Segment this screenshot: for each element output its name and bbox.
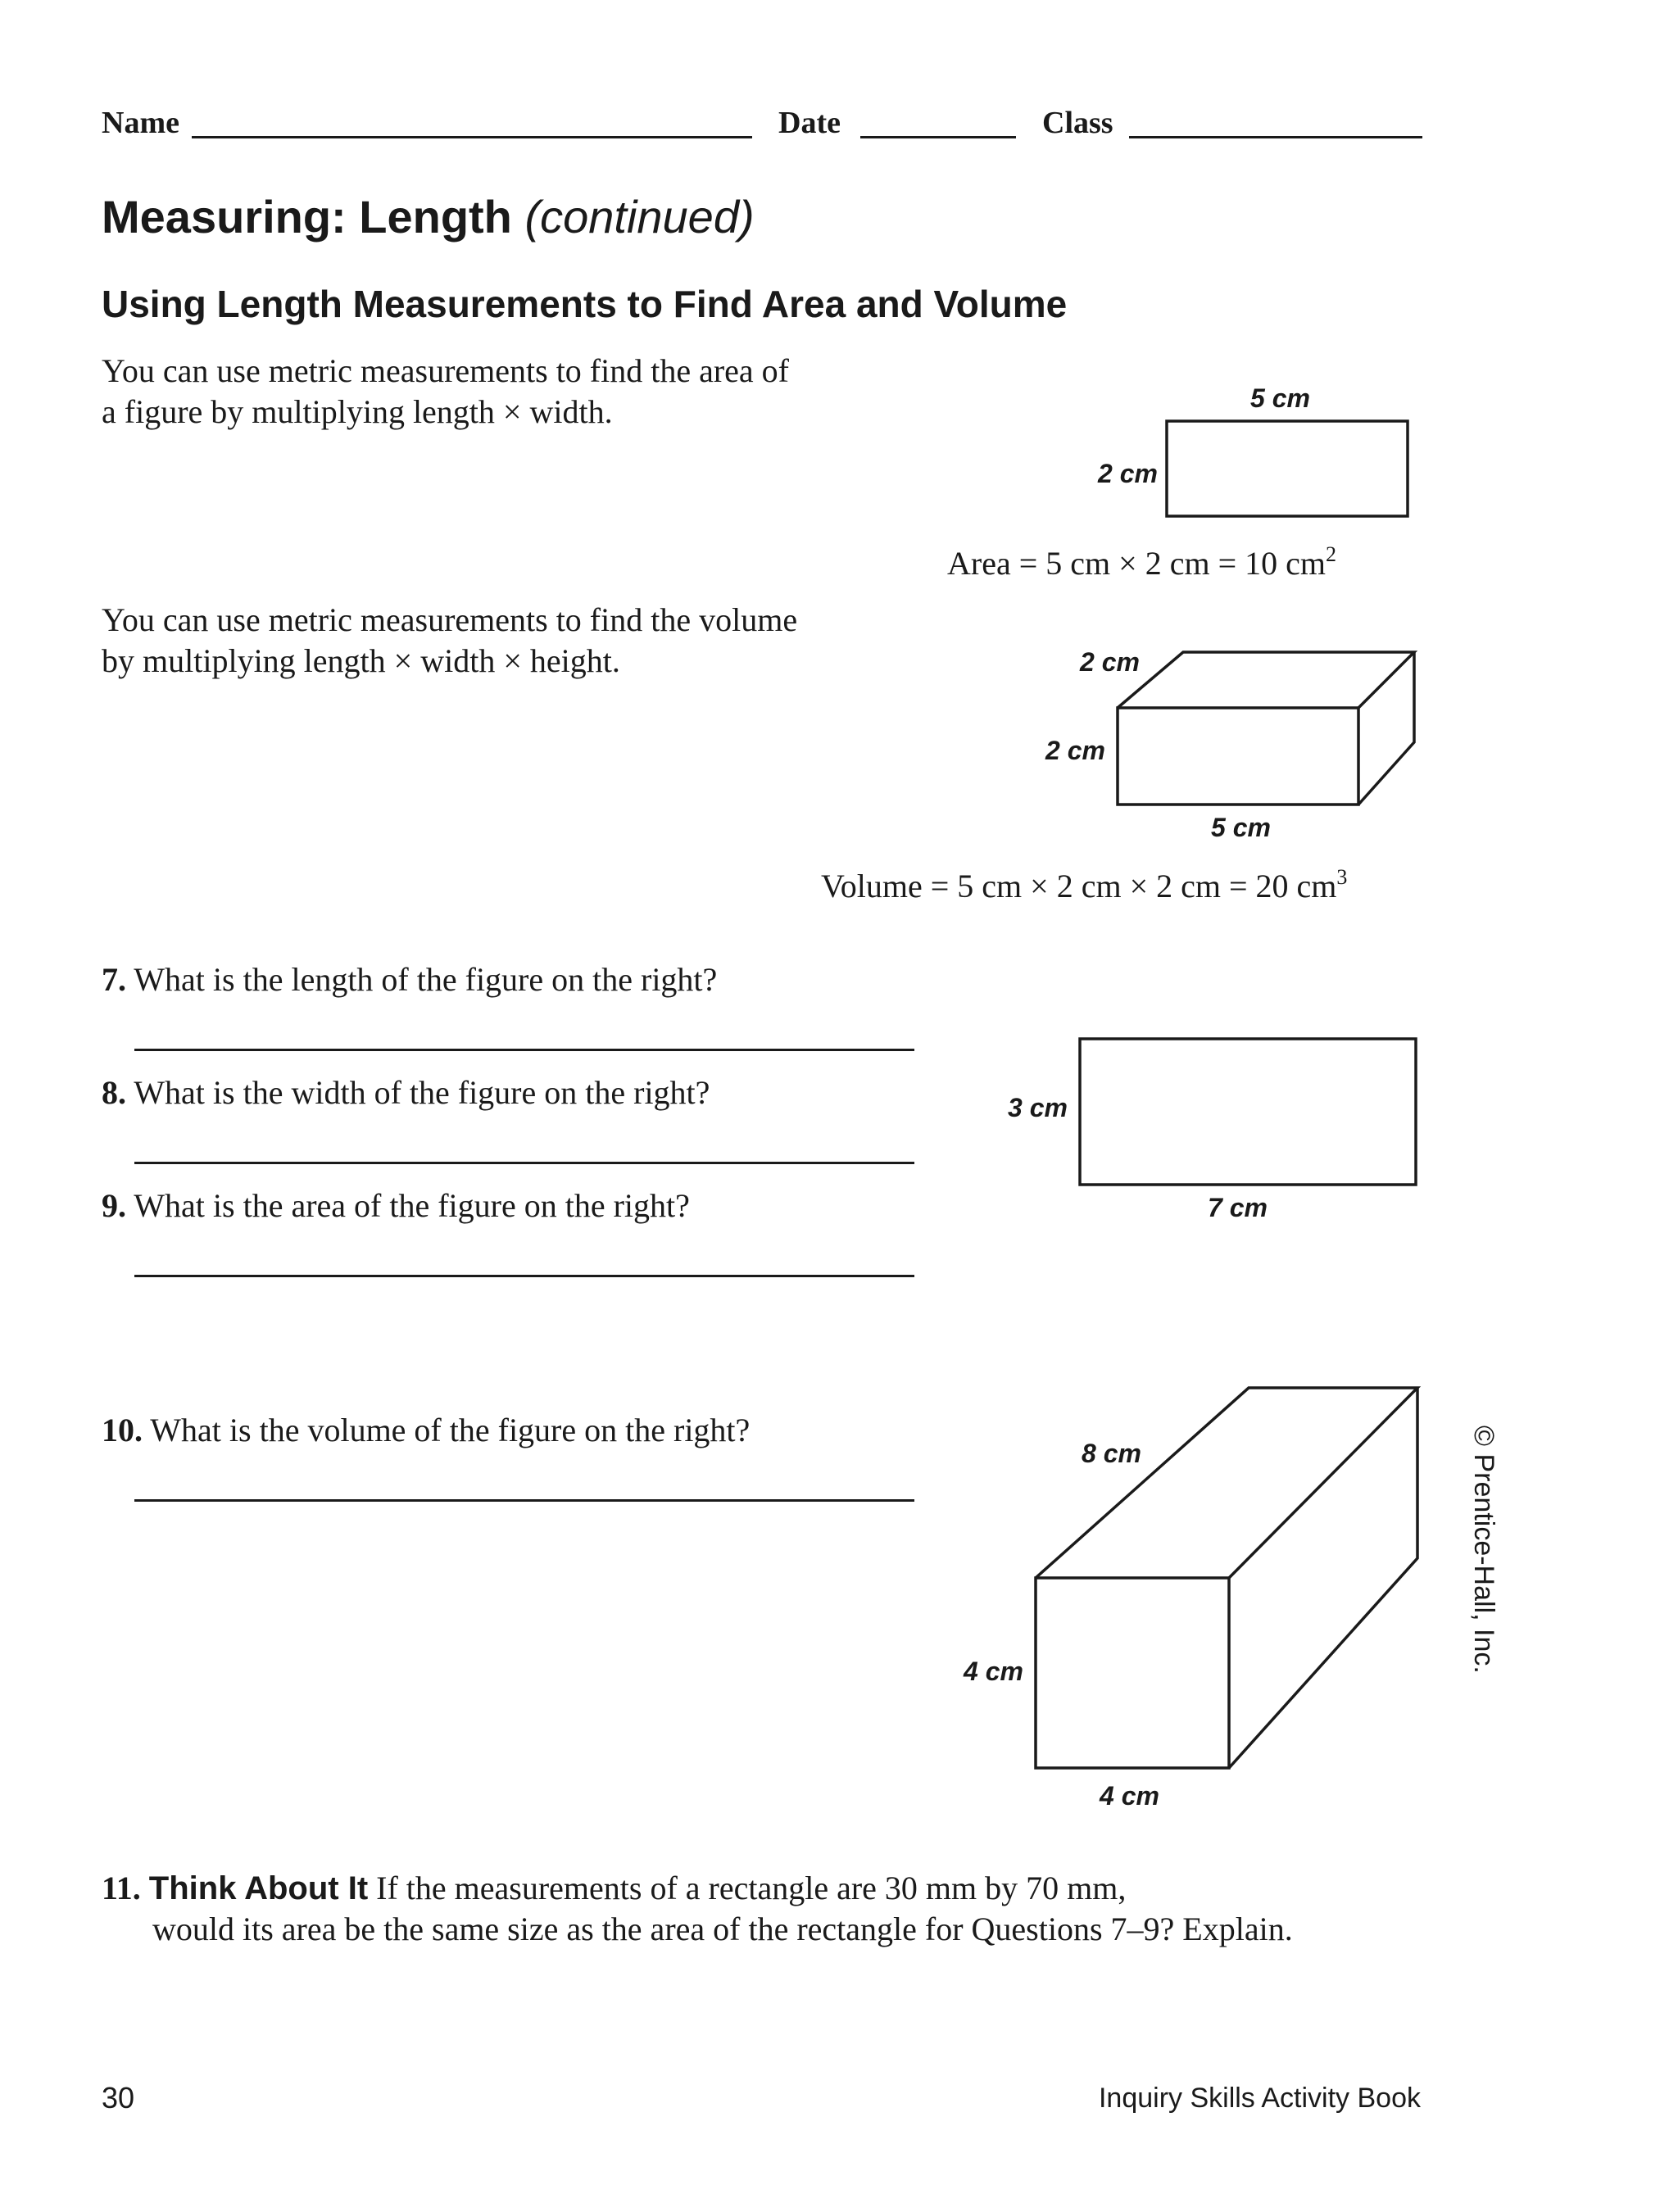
area-example-length-label: 5 cm bbox=[1250, 383, 1310, 413]
volume-example-prism-front bbox=[1118, 708, 1358, 805]
question-rectangle-length-label: 7 cm bbox=[1208, 1193, 1268, 1222]
book-title: Inquiry Skills Activity Book bbox=[1098, 2083, 1421, 2114]
answer-line-10[interactable] bbox=[134, 1499, 914, 1502]
question-8-number: 8. bbox=[102, 1074, 126, 1111]
area-formula-exponent: 2 bbox=[1326, 542, 1336, 566]
date-label: Date bbox=[778, 106, 841, 140]
question-prism-depth-label: 8 cm bbox=[1082, 1439, 1141, 1468]
question-rectangle bbox=[1080, 1039, 1416, 1185]
question-7-text: What is the length of the figure on the right? bbox=[134, 961, 718, 998]
page-title-main: Measuring: Length bbox=[102, 191, 512, 243]
volume-example-prism-top bbox=[1118, 652, 1414, 708]
volume-example-height-label: 2 cm bbox=[1045, 736, 1105, 765]
question-prism-height-label: 4 cm bbox=[964, 1657, 1023, 1686]
section-subtitle: Using Length Measurements to Find Area and Volume bbox=[102, 283, 1068, 325]
question-7-number: 7. bbox=[102, 961, 126, 998]
question-prism-top bbox=[1036, 1388, 1417, 1578]
question-10-number: 10. bbox=[102, 1412, 143, 1448]
question-9-number: 9. bbox=[102, 1187, 126, 1224]
question-prism-front bbox=[1036, 1578, 1229, 1768]
area-example-rectangle bbox=[1167, 421, 1408, 516]
answer-line-7[interactable] bbox=[134, 1049, 914, 1051]
page-number: 30 bbox=[102, 2081, 135, 2115]
area-example-width-label: 2 cm bbox=[1098, 459, 1158, 488]
question-8-text: What is the width of the figure on the right? bbox=[134, 1074, 710, 1111]
page-title-continued: (continued) bbox=[524, 191, 755, 243]
volume-example-prism-side bbox=[1358, 652, 1414, 805]
question-rectangle-width-label: 3 cm bbox=[1008, 1093, 1068, 1122]
answer-line-9[interactable] bbox=[134, 1275, 914, 1277]
question-11 bbox=[102, 1868, 1293, 1950]
question-8 bbox=[102, 1073, 710, 1112]
copyright-notice: © Prentice-Hall, Inc. bbox=[1468, 1426, 1499, 1674]
question-prism-width-label: 4 cm bbox=[1100, 1781, 1159, 1811]
volume-example-length-label: 5 cm bbox=[1211, 813, 1271, 842]
question-10 bbox=[102, 1411, 750, 1449]
name-label: Name bbox=[102, 106, 179, 140]
class-label: Class bbox=[1042, 106, 1113, 140]
area-intro-text: You can use metric measurements to find the area of a figure by multiplying length × width. bbox=[102, 352, 790, 430]
question-11-line1: If the measurements of a rectangle are 30 mm by 70 mm, bbox=[376, 1870, 1127, 1906]
question-7 bbox=[102, 960, 717, 999]
volume-intro-text: You can use metric measurements to find the volume by multiplying length × width × height. bbox=[102, 601, 798, 679]
question-11-heading: Think About It bbox=[148, 1870, 369, 1906]
area-formula-text: Area = 5 cm × 2 cm = 10 cm bbox=[947, 545, 1326, 582]
question-11-line2: would its area be the same size as the area of the rectangle for Questions 7–9? Explain. bbox=[152, 1911, 1293, 1947]
question-prism-side bbox=[1229, 1388, 1417, 1768]
volume-formula-exponent: 3 bbox=[1336, 865, 1348, 889]
volume-formula-text: Volume = 5 cm × 2 cm × 2 cm = 20 cm bbox=[821, 868, 1337, 904]
volume-example-depth-label: 2 cm bbox=[1080, 647, 1140, 677]
question-9 bbox=[102, 1186, 690, 1225]
question-11-number: 11. bbox=[102, 1870, 141, 1906]
question-10-text: What is the volume of the figure on the right? bbox=[150, 1412, 751, 1448]
answer-line-8[interactable] bbox=[134, 1162, 914, 1164]
question-9-text: What is the area of the figure on the right? bbox=[134, 1187, 690, 1224]
